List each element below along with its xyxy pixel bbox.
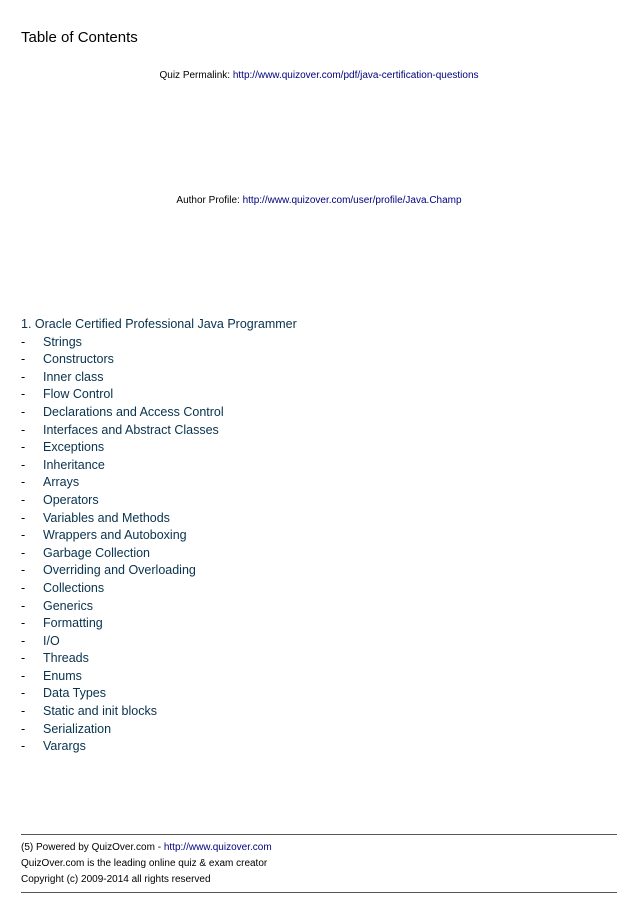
toc-section-heading[interactable]: 1. Oracle Certified Professional Java Programmer xyxy=(21,317,297,331)
footer-divider-bottom xyxy=(21,892,617,893)
toc-bullet: - xyxy=(21,704,26,719)
footer xyxy=(21,840,272,888)
toc-item-label: Static and init blocks xyxy=(43,704,157,719)
toc-item[interactable] xyxy=(21,439,297,457)
toc-bullet: - xyxy=(21,334,26,349)
toc-list xyxy=(21,334,297,756)
toc-item-label: Inner class xyxy=(43,369,104,384)
toc-item[interactable] xyxy=(21,580,297,598)
toc-item-label: Constructors xyxy=(43,352,114,367)
toc-item[interactable] xyxy=(21,351,297,369)
toc-item[interactable] xyxy=(21,598,297,616)
toc-item[interactable] xyxy=(21,668,297,686)
permalink-link[interactable]: http://www.quizover.com/pdf/java-certification-questions xyxy=(232,70,479,81)
toc-item-label: Wrappers and Autoboxing xyxy=(43,528,187,543)
author-profile-link[interactable]: http://www.quizover.com/user/profile/Java.Champ xyxy=(242,195,462,206)
toc-bullet: - xyxy=(21,510,26,525)
toc-bullet: - xyxy=(21,580,26,595)
toc-item[interactable] xyxy=(21,369,297,387)
toc-bullet: - xyxy=(21,387,26,402)
toc-item-label: Flow Control xyxy=(43,387,114,402)
toc-bullet: - xyxy=(21,440,26,455)
toc-item[interactable] xyxy=(21,474,297,492)
footer-copyright: Copyright (c) 2009-2014 all rights reserved xyxy=(21,874,211,885)
footer-divider-top xyxy=(21,834,617,835)
toc-item-label: Operators xyxy=(43,492,99,507)
footer-powered-line xyxy=(21,840,272,856)
toc-bullet: - xyxy=(21,404,26,419)
toc-item[interactable] xyxy=(21,738,297,756)
toc-item-label: Enums xyxy=(43,668,82,683)
toc-item[interactable] xyxy=(21,386,297,404)
toc-item[interactable] xyxy=(21,685,297,703)
toc-bullet: - xyxy=(21,352,26,367)
toc-bullet: - xyxy=(21,475,26,490)
toc-item-label: Serialization xyxy=(43,721,112,736)
toc-item[interactable] xyxy=(21,510,297,528)
toc-item-label: Collections xyxy=(43,580,105,595)
toc-item[interactable] xyxy=(21,721,297,739)
toc-item[interactable] xyxy=(21,562,297,580)
toc-item-label: Arrays xyxy=(43,475,80,490)
toc-item[interactable] xyxy=(21,334,297,352)
toc-item-label: Interfaces and Abstract Classes xyxy=(43,422,219,437)
toc-item-label: Declarations and Access Control xyxy=(43,404,224,419)
toc-item[interactable] xyxy=(21,633,297,651)
toc-item[interactable] xyxy=(21,527,297,545)
page-title: Table of Contents xyxy=(21,29,138,46)
footer-powered-text: (5) Powered by QuizOver.com - xyxy=(21,842,164,853)
toc-item-label: Inheritance xyxy=(43,457,105,472)
toc-bullet: - xyxy=(21,633,26,648)
toc-bullet: - xyxy=(21,739,26,754)
footer-tagline: QuizOver.com is the leading online quiz & exam creator xyxy=(21,858,268,869)
toc-item-label: Exceptions xyxy=(43,440,105,455)
quiz-permalink xyxy=(0,70,638,81)
toc-bullet: - xyxy=(21,369,26,384)
toc-item[interactable] xyxy=(21,422,297,440)
toc-item-label: Threads xyxy=(43,651,89,666)
toc-item-label: Strings xyxy=(43,334,82,349)
toc-bullet: - xyxy=(21,492,26,507)
footer-site-link[interactable]: http://www.quizover.com xyxy=(163,842,272,853)
permalink-label: Quiz Permalink: xyxy=(159,70,233,81)
toc-item-label: Formatting xyxy=(43,616,103,631)
toc-item-label: I/O xyxy=(43,633,60,648)
toc-bullet: - xyxy=(21,528,26,543)
toc-item[interactable] xyxy=(21,650,297,668)
toc-item[interactable] xyxy=(21,545,297,563)
toc-bullet: - xyxy=(21,616,26,631)
toc-item[interactable] xyxy=(21,457,297,475)
toc-bullet: - xyxy=(21,651,26,666)
toc-bullet: - xyxy=(21,563,26,578)
toc-bullet: - xyxy=(21,721,26,736)
table-of-contents xyxy=(21,316,297,756)
author-label: Author Profile: xyxy=(176,195,243,206)
toc-bullet: - xyxy=(21,598,26,613)
toc-bullet: - xyxy=(21,422,26,437)
toc-item[interactable] xyxy=(21,615,297,633)
toc-item-label: Overriding and Overloading xyxy=(43,563,196,578)
toc-item[interactable] xyxy=(21,404,297,422)
toc-item[interactable] xyxy=(21,492,297,510)
author-profile xyxy=(0,195,638,206)
toc-bullet: - xyxy=(21,545,26,560)
toc-item[interactable] xyxy=(21,703,297,721)
toc-bullet: - xyxy=(21,668,26,683)
toc-bullet: - xyxy=(21,686,26,701)
toc-item-label: Varargs xyxy=(43,739,86,754)
toc-item-label: Variables and Methods xyxy=(43,510,170,525)
toc-bullet: - xyxy=(21,457,26,472)
toc-item-label: Garbage Collection xyxy=(43,545,151,560)
toc-item-label: Data Types xyxy=(43,686,107,701)
toc-item-label: Generics xyxy=(43,598,94,613)
